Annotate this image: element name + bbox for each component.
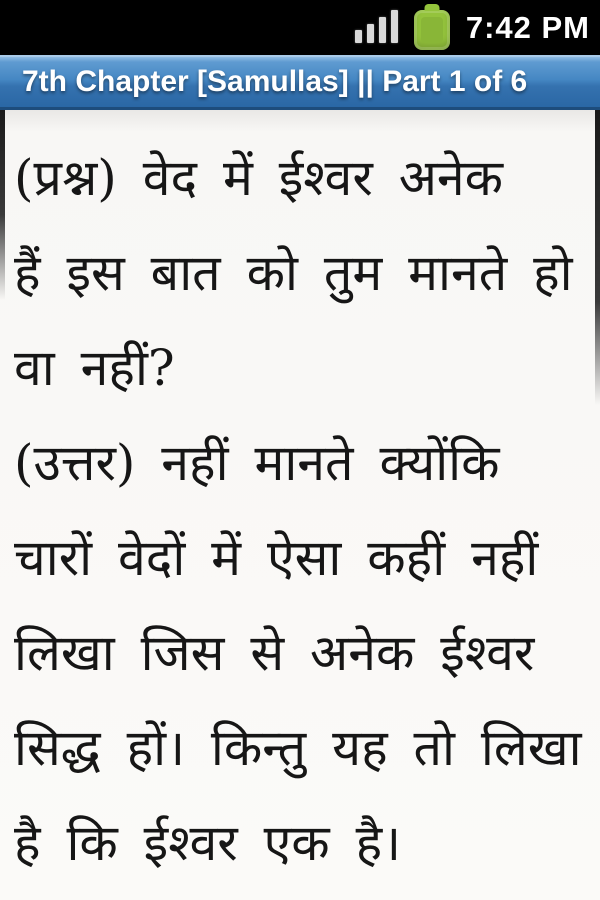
signal-bar — [355, 30, 362, 43]
status-bar — [0, 0, 600, 55]
signal-bar — [379, 17, 386, 43]
text-line: चारों वेदों में ऐसा कहीं नहीं — [14, 528, 539, 587]
battery-icon — [414, 10, 450, 50]
text-line: (प्रश्न) वेद में ईश्वर अनेक — [14, 148, 504, 207]
text-line: वा नहीं? — [14, 338, 175, 397]
signal-bars-icon — [355, 11, 398, 45]
status-time: 7:42 PM — [465, 9, 590, 45]
text-line: लिखा जिस से अनेक ईश्वर — [14, 623, 535, 682]
text-line: (उत्तर) नहीं मानते क्योंकि — [14, 433, 500, 492]
scan-edge-left — [0, 110, 5, 300]
title-bar — [0, 55, 600, 110]
page-title: 7th Chapter [Samullas] || Part 1 of 6 — [22, 65, 528, 98]
text-line: हैं इस बात को तुम मानते हो — [14, 243, 573, 302]
text-line: सिद्ध हों। किन्तु यह तो लिखा — [14, 718, 582, 777]
text-line: है कि ईश्वर एक है। — [14, 813, 402, 872]
book-page[interactable] — [0, 110, 600, 900]
signal-bar — [367, 24, 374, 43]
signal-bar — [391, 10, 398, 43]
scan-edge-right — [595, 110, 600, 405]
